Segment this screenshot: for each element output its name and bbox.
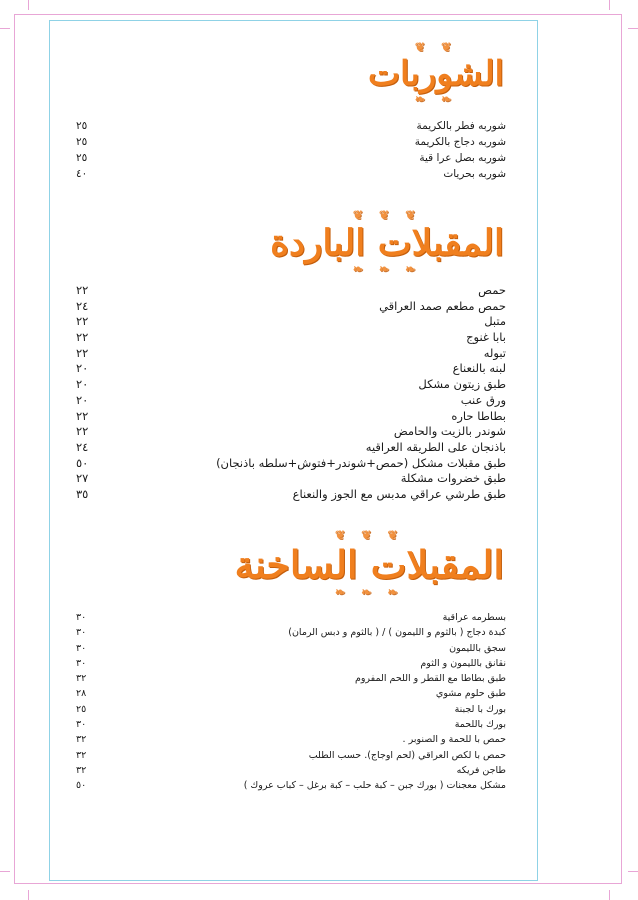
- ornament-icon: ❧ ❧ ❧: [352, 262, 422, 276]
- hot-appetizers-heading: [234, 528, 504, 599]
- menu-item: [76, 134, 506, 150]
- menu-item-name: شوربه فطر بالكريمة: [416, 120, 506, 132]
- menu-item: [76, 641, 506, 656]
- menu-item-name: سجق بالليمون: [449, 642, 506, 654]
- hot-appetizers-list: [76, 610, 506, 794]
- menu-item-price: ٢٢: [76, 330, 89, 345]
- menu-item: [76, 299, 506, 315]
- menu-item-name: بورك با لجبنة: [454, 703, 506, 715]
- menu-item-price: ٢٤: [76, 298, 89, 313]
- menu-item-name: طبق مقبلات مشكل (حمص+شوندر+فتوش+سلطه باذنجان): [216, 455, 506, 470]
- menu-item-name: نقانق بالليمون و الثوم: [420, 657, 506, 669]
- menu-item-price: ٣٠: [76, 612, 87, 623]
- menu-item: [76, 671, 506, 686]
- menu-item: [76, 610, 506, 625]
- ornament-icon: ❦ ❦: [414, 40, 458, 54]
- menu-item-price: ٣٢: [76, 673, 87, 685]
- menu-item-name: شوربه بصل عرا قية: [419, 152, 506, 164]
- menu-item-name: طبق حلوم مشوي: [435, 688, 506, 700]
- menu-item-name: طبق خضروات مشكلة: [400, 471, 506, 486]
- menu-item-name: بورك باللحمة: [454, 719, 506, 731]
- menu-item-price: ٢٠: [76, 377, 89, 392]
- menu-item: [76, 346, 506, 362]
- menu-item-name: طبق طرشي عراقي مدبس مع الجوز والنعناع: [292, 486, 506, 501]
- menu-item: [76, 717, 506, 732]
- menu-item-price: ٢٠: [76, 361, 89, 376]
- menu-item-name: بابا غنوج: [466, 330, 506, 345]
- cold-appetizers-title: المقبلات الباردة: [270, 222, 504, 264]
- menu-item-name: حمص با للحمة و الصنوبر .: [402, 734, 506, 746]
- menu-item: [76, 361, 506, 377]
- menu-item: [76, 732, 506, 747]
- menu-item: [76, 471, 506, 487]
- menu-item-price: ٢٢: [76, 408, 89, 423]
- menu-item-name: بطاطا حاره: [451, 408, 506, 423]
- menu-item: [76, 456, 506, 472]
- menu-item-name: حمص مطعم صمد العراقي: [379, 298, 506, 313]
- menu-item-price: ٢٥: [76, 703, 87, 715]
- menu-item: [76, 625, 506, 640]
- menu-item: [76, 330, 506, 346]
- menu-item-name: بسطرمه عراقية: [442, 612, 506, 623]
- menu-item-name: تبوله: [483, 345, 506, 360]
- menu-item-price: ٢٥: [76, 120, 88, 132]
- ornament-icon: ❦ ❦ ❦: [335, 528, 404, 542]
- menu-item: [76, 150, 506, 166]
- menu-item-price: ٣٢: [76, 749, 87, 761]
- menu-item: [76, 283, 506, 299]
- menu-item-price: ٣٠: [76, 642, 87, 654]
- cold-appetizers-heading: [270, 208, 504, 276]
- crop-mark: [0, 28, 10, 29]
- ornament-icon: ❧ ❧: [414, 92, 458, 106]
- cold-appetizers-list: [76, 283, 506, 503]
- menu-item-price: ٣٢: [76, 764, 87, 776]
- menu-item: [76, 686, 506, 701]
- menu-item-name: طبق بطاطا مع القطر و اللحم المفروم: [354, 673, 506, 685]
- menu-item-name: لبنه بالنعناع: [452, 361, 506, 376]
- menu-item-name: كبدة دجاج ( بالثوم و الليمون ) / ( بالثوم و دبس الرمان): [288, 627, 506, 639]
- menu-item-name: حمص: [478, 283, 506, 297]
- menu-item: [76, 778, 506, 793]
- menu-item-price: ٢٤: [76, 439, 89, 454]
- crop-mark: [609, 890, 610, 900]
- menu-item-price: ٢٢: [76, 283, 89, 297]
- crop-mark: [609, 0, 610, 10]
- menu-item-name: متبل: [484, 314, 506, 329]
- ornament-icon: ❧ ❧ ❧: [335, 585, 404, 599]
- menu-item-price: ٣٠: [76, 627, 87, 639]
- menu-item-name: شوربه بحريات: [443, 168, 506, 180]
- menu-item-price: ٢٧: [76, 471, 89, 486]
- menu-item-name: طبق زيتون مشكل: [418, 377, 506, 392]
- menu-item-price: ٣٠: [76, 657, 87, 669]
- menu-item-price: ٤٠: [76, 168, 88, 180]
- soups-list: [76, 118, 506, 182]
- menu-item: [76, 377, 506, 393]
- menu-item-price: ٢٢: [76, 314, 89, 329]
- menu-item-name: شوندر بالزيت والحامض: [393, 424, 506, 439]
- menu-item: [76, 393, 506, 409]
- menu-item-price: ٣٠: [76, 719, 87, 731]
- menu-item-price: ٢٨: [76, 688, 87, 700]
- menu-item-name: طاجن فريكه: [456, 764, 506, 776]
- menu-item: [76, 409, 506, 425]
- menu-item-name: مشكل معجنات ( بورك جبن – كبة حلب – كبة برغل – كباب عروك ): [243, 780, 506, 792]
- crop-mark: [628, 28, 638, 29]
- crop-mark: [28, 0, 29, 10]
- menu-item-name: حمص با لكص العراقي (لحم اوجاج). حسب الطلب: [308, 749, 506, 761]
- soups-title: الشوربات: [368, 54, 504, 94]
- menu-item: [76, 656, 506, 671]
- menu-item-price: ٣٥: [76, 486, 89, 501]
- menu-item: [76, 424, 506, 440]
- menu-item: [76, 440, 506, 456]
- soups-heading: [368, 40, 504, 106]
- menu-item: [76, 118, 506, 134]
- menu-item-price: ٢٥: [76, 152, 88, 164]
- menu-item: [76, 166, 506, 182]
- menu-item-name: باذنجان على الطريقه العراقيه: [365, 439, 506, 454]
- menu-item: [76, 314, 506, 330]
- menu-item-price: ٢٢: [76, 345, 89, 360]
- crop-mark: [0, 871, 10, 872]
- crop-mark: [628, 871, 638, 872]
- menu-item: [76, 702, 506, 717]
- menu-item: [76, 748, 506, 763]
- menu-item-price: ٢٢: [76, 424, 89, 439]
- ornament-icon: ❦ ❦ ❦: [352, 208, 422, 222]
- menu-item-price: ٢٥: [76, 136, 88, 148]
- menu-item-price: ٥٠: [76, 780, 87, 792]
- menu-item: [76, 487, 506, 503]
- menu-item-price: ٥٠: [76, 455, 89, 470]
- hot-appetizers-title: المقبلات الساخنة: [234, 542, 504, 587]
- menu-item-name: ورق عنب: [460, 392, 506, 407]
- menu-item-name: شوربه دجاج بالكريمة: [414, 136, 506, 148]
- menu-item: [76, 763, 506, 778]
- crop-mark: [28, 890, 29, 900]
- menu-item-price: ٣٢: [76, 734, 87, 746]
- menu-item-price: ٢٠: [76, 392, 89, 407]
